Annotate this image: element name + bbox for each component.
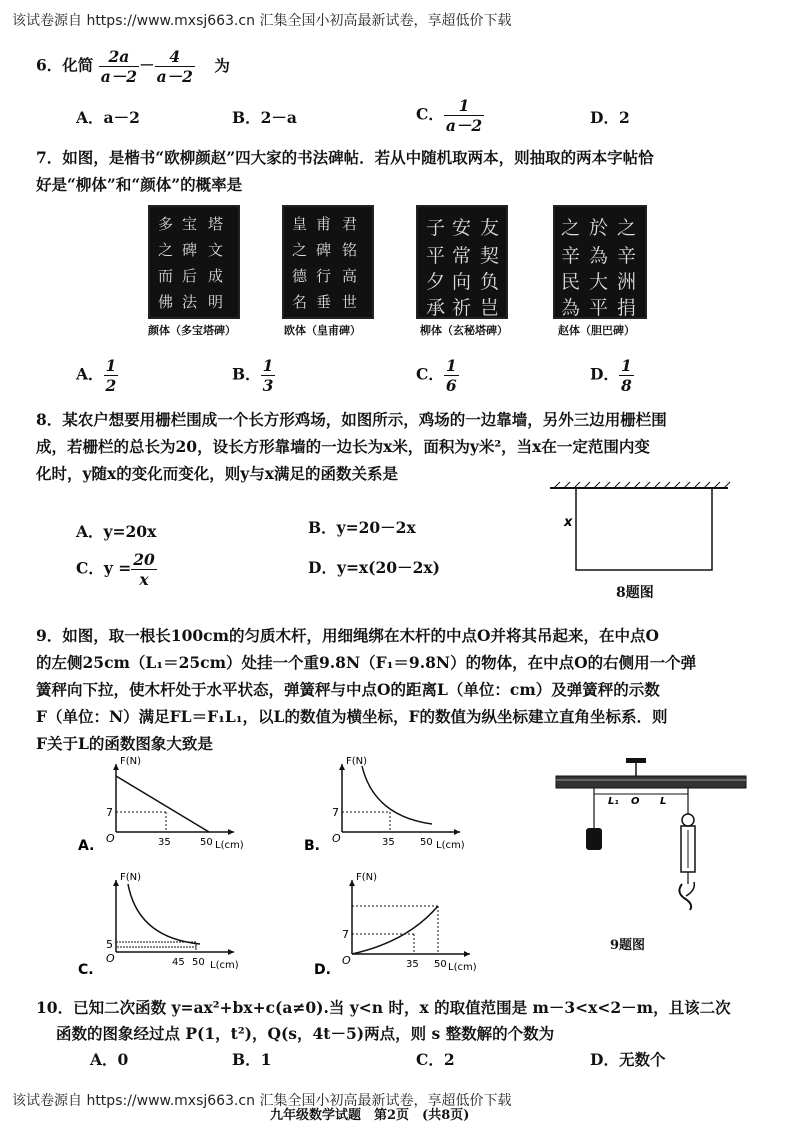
- yan-stele-image: 多 宝 塔 之 碑 文 而 后 成 佛 法 明: [148, 205, 240, 319]
- svg-text:5: 5: [106, 938, 113, 951]
- q10-line-1: 10．已知二次函数 y=ax²+bx+c(a≠0).当 y<n 时，x 的取值范围是 m－3<x<2－m，且该二次: [36, 998, 731, 1017]
- svg-text:O: O: [106, 952, 115, 965]
- question-6-stem: [36, 47, 230, 86]
- q8-line-3: 化时，y随x的变化而变化，则y与x满足的函数关系是: [36, 464, 398, 483]
- q7-option-a: A． $\frac{1}{2}$: [76, 356, 117, 395]
- q8-option-b: B．y=20－2x: [308, 518, 416, 537]
- svg-text:7: 7: [342, 928, 349, 941]
- footer-watermark: 该试卷源自 https://www.mxsj663.cn 汇集全国小初高最新试卷，享超低价下载: [12, 1093, 512, 1109]
- caption-zhao: 赵体（胆巴碑）: [558, 324, 635, 337]
- q9-line-2: 的左侧25cm（L₁＝25cm）处挂一个重9.8N（F₁＝9.8N）的物体，在中点O的右侧用一个弹: [36, 653, 697, 672]
- q6-fraction-2: $\frac{4}{a-2}$: [156, 47, 193, 86]
- svg-text:50: 50: [420, 837, 433, 848]
- q8-option-c: C．y = $\frac{20}{x}$: [76, 550, 155, 589]
- q7-line-1: 7．如图，是楷书“欧柳颜赵”四大家的书法碑帖．若从中随机取两本，则抽取的两本字帖恰: [36, 148, 654, 167]
- svg-text:F(N): F(N): [356, 872, 378, 883]
- q9-line-1: 9．如图，取一根长100cm的匀质木杆，用细绳绑在木杆的中点O并将其吊起来，在中点O: [36, 626, 659, 645]
- svg-text:L(cm): L(cm): [210, 960, 239, 971]
- svg-text:7: 7: [106, 806, 113, 819]
- zhao-stele-image: 之 於 之 辛 為 辛 民 大 洲 為 平 捐: [553, 205, 647, 319]
- q7-option-c: C． $\frac{1}{6}$: [416, 356, 457, 395]
- lever-figure: [550, 758, 750, 928]
- q7-option-b: B． $\frac{1}{3}$: [232, 356, 274, 395]
- q7-option-d: D． $\frac{1}{8}$: [590, 356, 632, 395]
- q10-line-2: 函数的图象经过点 P(1，t²)，Q(s，4t－5)两点，则 s 整数解的个数为: [56, 1024, 555, 1043]
- q8-line-2: 成，若栅栏的总长为20，设长方形靠墙的一边长为x米，面积为y米²，当x在一定范围内变: [36, 437, 650, 456]
- svg-text:O: O: [106, 832, 115, 845]
- svg-text:O: O: [332, 832, 341, 845]
- svg-text:F(N): F(N): [120, 872, 142, 883]
- caption-yan: 颜体（多宝塔碑）: [148, 324, 236, 337]
- q9-graph-d: [312, 872, 512, 976]
- svg-text:7: 7: [332, 806, 339, 819]
- svg-text:50: 50: [434, 959, 447, 970]
- svg-text:35: 35: [382, 837, 395, 848]
- q9-figure-caption: 9题图: [610, 938, 646, 953]
- svg-text:50: 50: [200, 837, 213, 848]
- q9-line-5: F关于L的函数图象大致是: [36, 734, 213, 753]
- header-watermark: 该试卷源自 https://www.mxsj663.cn 汇集全国小初高最新试卷，享超低价下载: [12, 13, 512, 29]
- svg-text:L₁: L₁: [608, 796, 619, 807]
- svg-text:C.: C.: [78, 962, 94, 976]
- caption-liu: 柳体（玄秘塔碑）: [420, 324, 508, 337]
- page-footer: 九年级数学试题 第2页 (共8页): [270, 1108, 470, 1123]
- coop-x-label: x: [564, 515, 573, 530]
- svg-text:L(cm): L(cm): [215, 840, 244, 851]
- q10-option-a: A．0: [90, 1050, 129, 1069]
- liu-stele-image: 子 安 友 平 常 契 夕 向 负 承 祈 岂: [416, 205, 508, 319]
- svg-text:L(cm): L(cm): [436, 840, 465, 851]
- ou-stele-image: 皇 甫 君 之 碑 铭 德 行 高 名 垂 世: [282, 205, 374, 319]
- q6-option-d: D．2: [590, 108, 630, 127]
- q6-number: 6．: [36, 55, 63, 75]
- svg-text:35: 35: [158, 837, 171, 848]
- svg-text:D.: D.: [314, 962, 331, 976]
- svg-text:F(N): F(N): [346, 756, 368, 767]
- q7-line-2: 好是“柳体”和“颜体”的概率是: [36, 175, 243, 194]
- svg-text:B.: B.: [304, 838, 320, 854]
- q6-option-a: A．a－2: [76, 108, 140, 127]
- q6-option-c: C． $\frac{1}{a-2}$: [416, 96, 483, 135]
- svg-text:L: L: [660, 796, 667, 807]
- q8-figure-caption: 8题图: [616, 585, 654, 601]
- q6-option-b: B．2－a: [232, 108, 297, 127]
- q10-option-b: B．1: [232, 1050, 272, 1069]
- svg-text:O: O: [342, 954, 351, 967]
- svg-text:45: 45: [172, 957, 185, 968]
- q9-graph-b: [302, 756, 502, 856]
- q6-lead: 化简: [62, 55, 94, 75]
- svg-text:F(N): F(N): [120, 756, 142, 767]
- q6-minus: －: [139, 55, 155, 75]
- svg-text:L(cm): L(cm): [448, 962, 477, 973]
- chicken-coop-figure: [540, 478, 740, 578]
- q9-graph-a: [76, 756, 276, 856]
- svg-text:50: 50: [192, 957, 205, 968]
- q9-line-4: F（单位：N）满足FL＝F₁L₁，以L的数值为横坐标，F的数值为纵坐标建立直角坐标系．则: [36, 707, 668, 726]
- q9-graph-c: [76, 872, 276, 976]
- q10-option-c: C．2: [416, 1050, 455, 1069]
- q10-option-d: D．无数个: [590, 1050, 666, 1069]
- svg-text:35: 35: [406, 959, 419, 970]
- q8-option-a: A．y=20x: [76, 522, 157, 541]
- q8-option-d: D．y=x(20－2x): [308, 558, 440, 577]
- svg-text:O: O: [631, 796, 640, 807]
- caption-ou: 欧体（皇甫碑）: [284, 324, 361, 337]
- q6-tail: 为: [214, 55, 230, 75]
- svg-text:A.: A.: [78, 838, 95, 854]
- q9-line-3: 簧秤向下拉，使木杆处于水平状态，弹簧秤与中点O的距离L（单位：cm）及弹簧秤的示数: [36, 680, 660, 699]
- q6-fraction-1: $\frac{2a}{a-2}$: [100, 47, 138, 86]
- q8-line-1: 8．某农户想要用栅栏围成一个长方形鸡场，如图所示，鸡场的一边靠墙，另外三边用栅栏围: [36, 410, 667, 429]
